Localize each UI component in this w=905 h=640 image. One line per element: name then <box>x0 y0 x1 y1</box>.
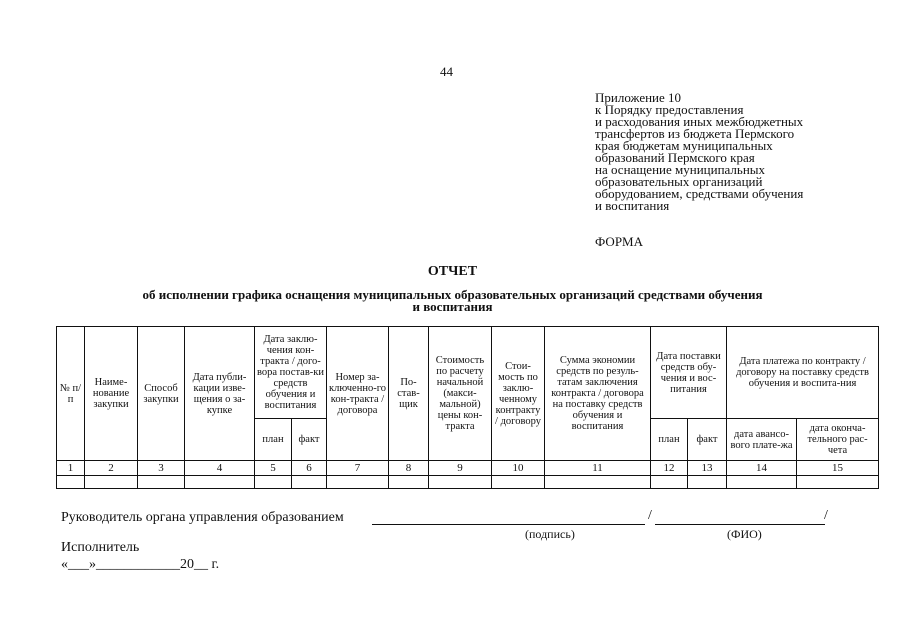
empty-cell[interactable] <box>727 476 797 489</box>
header-delivery-date: Дата поставки средств обу-чения и вос-питания <box>651 327 727 419</box>
appendix-line: и расходования иных межбюджетных <box>595 114 804 129</box>
column-number: 4 <box>185 461 255 476</box>
appendix-line: на оснащение муниципальных <box>595 162 766 177</box>
date-field[interactable]: «___»____________20__ г. <box>61 557 220 572</box>
signature-caption: (подпись) <box>525 527 575 541</box>
column-number: 2 <box>85 461 138 476</box>
appendix-line: оборудованием, средствами обучения <box>595 186 804 201</box>
header-contract-number: Номер за-ключенно-го кон-тракта / договора <box>327 327 389 461</box>
report-table <box>56 326 879 489</box>
empty-cell[interactable] <box>292 476 327 489</box>
header-plan: план <box>255 419 292 461</box>
column-number: 6 <box>292 461 327 476</box>
empty-cell[interactable] <box>492 476 545 489</box>
appendix-line: Приложение 10 <box>595 90 682 105</box>
empty-cell[interactable] <box>545 476 651 489</box>
appendix-line: края бюджетам муниципальных <box>595 138 773 153</box>
empty-cell[interactable] <box>429 476 492 489</box>
empty-cell[interactable] <box>688 476 727 489</box>
column-number: 8 <box>389 461 429 476</box>
appendix-line: к Порядку предоставления <box>595 102 744 117</box>
header-savings: Сумма экономии средств по резуль-татам заключения контракта / договора на поставку средств обучения и воспитания <box>545 327 651 461</box>
empty-cell[interactable] <box>797 476 879 489</box>
header-advance-date: дата авансо-вого плате-жа <box>727 419 797 461</box>
form-label: ФОРМА <box>595 234 643 249</box>
signature-field[interactable] <box>372 524 645 525</box>
column-number: 1 <box>57 461 85 476</box>
header-fact: факт <box>292 419 327 461</box>
signature-slash: / <box>648 508 652 523</box>
fio-field[interactable] <box>655 524 825 525</box>
page-number: 44 <box>440 64 453 79</box>
appendix-block <box>595 92 855 212</box>
column-number: 5 <box>255 461 292 476</box>
signature-label: Руководитель органа управления образованием <box>61 510 344 525</box>
header-method: Способ закупки <box>138 327 185 461</box>
report-title: ОТЧЕТ <box>427 264 478 279</box>
header-name: Наиме-нование закупки <box>85 327 138 461</box>
executor-label: Исполнитель <box>61 540 140 555</box>
header-initial-price: Стоимость по расчету начальной (макси-мальной) цены кон-тракта <box>429 327 492 461</box>
empty-cell[interactable] <box>85 476 138 489</box>
header-supplier: По-став-щик <box>389 327 429 461</box>
empty-cell[interactable] <box>185 476 255 489</box>
empty-cell[interactable] <box>255 476 292 489</box>
empty-cell[interactable] <box>138 476 185 489</box>
report-subtitle-line1: об исполнении графика оснащения муниципальных образовательных организаций средствами обучения <box>142 287 763 302</box>
appendix-line: образований Пермского края <box>595 150 755 165</box>
appendix-line: образовательных организаций <box>595 174 763 189</box>
header-num: № п/п <box>57 327 85 461</box>
column-number: 10 <box>492 461 545 476</box>
header-payment-date: Дата платежа по контракту / договору на поставку средств обучения и воспита-ния <box>727 327 879 419</box>
header-contract-price: Стои-мость по заклю-ченному контракту / договору <box>492 327 545 461</box>
column-number: 14 <box>727 461 797 476</box>
appendix-line: и воспитания <box>595 198 670 213</box>
report-subtitle-line2: и воспитания <box>412 299 493 314</box>
header-pub-date: Дата публи-кации изве-щения о за-купке <box>185 327 255 461</box>
appendix-line: трансфертов из бюджета Пермского <box>595 126 795 141</box>
empty-cell[interactable] <box>389 476 429 489</box>
empty-cell[interactable] <box>57 476 85 489</box>
column-number: 3 <box>138 461 185 476</box>
empty-cell[interactable] <box>327 476 389 489</box>
column-number: 7 <box>327 461 389 476</box>
header-plan: план <box>651 419 688 461</box>
column-number: 13 <box>688 461 727 476</box>
fio-caption: (ФИО) <box>727 527 762 541</box>
column-number: 11 <box>545 461 651 476</box>
header-fact: факт <box>688 419 727 461</box>
column-number: 15 <box>797 461 879 476</box>
signature-slash: / <box>824 508 828 523</box>
header-final-date: дата оконча-тельного рас-чета <box>797 419 879 461</box>
column-number: 9 <box>429 461 492 476</box>
empty-cell[interactable] <box>651 476 688 489</box>
column-number: 12 <box>651 461 688 476</box>
table-row <box>57 476 879 489</box>
header-contract-date: Дата заклю-чения кон-тракта / дого-вора постав-ки средств обучения и воспитания <box>255 327 327 419</box>
